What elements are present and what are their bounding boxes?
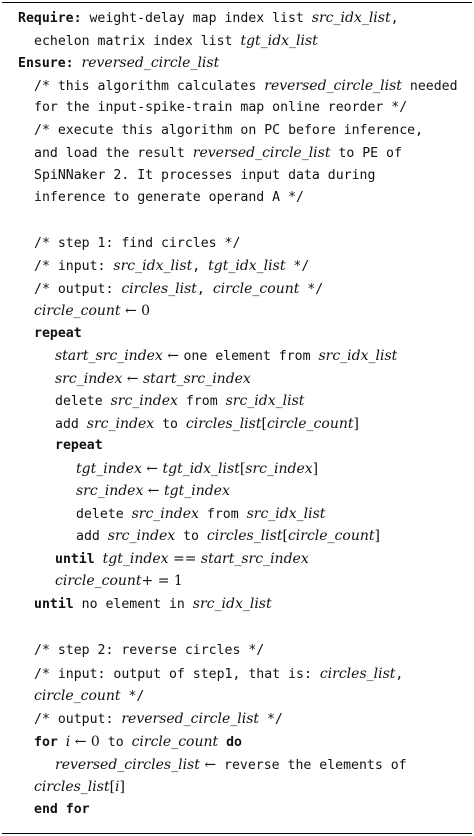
code-text: /* execute this algorithm on PC before inference, — [34, 123, 424, 138]
algorithm-line — [34, 187, 304, 209]
variable-name: start_src_index — [55, 348, 163, 364]
variable-name: src_idx_list — [311, 10, 391, 26]
algorithm-line — [76, 525, 380, 548]
algorithm-line — [34, 142, 402, 165]
code-text: ← — [162, 348, 184, 364]
code-text: to — [99, 735, 132, 750]
code-text: */ — [285, 259, 310, 274]
variable-name: circle_count — [266, 416, 354, 432]
variable-name: src_index — [86, 416, 155, 432]
variable-name: src_idx_list — [318, 348, 398, 364]
variable-name: tgt_idx_list — [162, 461, 240, 477]
code-text: [ — [261, 416, 267, 432]
code-text — [58, 735, 66, 750]
algorithm-line — [55, 390, 304, 413]
keyword: until — [55, 552, 95, 567]
variable-name: reversed_circle_list — [192, 145, 331, 161]
variable-name: src_idx_list — [225, 393, 305, 409]
code-text: inference to generate operand A */ — [34, 190, 304, 205]
variable-name: reversed_circle_list — [81, 55, 220, 71]
code-text: and load the result — [34, 146, 193, 161]
algorithm-line — [34, 640, 264, 662]
code-text: SpiNNaker 2. It processes input data during — [34, 168, 376, 183]
code-text: /* input: — [34, 259, 114, 274]
variable-name: tgt_index — [102, 551, 169, 567]
variable-name: circle_count — [212, 281, 300, 297]
algorithm-line — [34, 165, 375, 187]
code-text: ] — [353, 416, 359, 432]
algorithm-line — [55, 754, 407, 777]
algorithm-line — [34, 97, 407, 119]
code-text: ← — [122, 371, 143, 387]
code-text: from — [198, 507, 247, 522]
algorithm-line — [34, 300, 150, 323]
variable-name: start_src_index — [200, 551, 309, 567]
code-text: /* input: output of step1, that is: — [34, 667, 320, 682]
algorithm-line — [34, 278, 323, 301]
code-text: delete — [55, 394, 111, 409]
code-text — [218, 735, 226, 750]
code-text: */ — [299, 282, 324, 297]
code-text: weight-delay map index list — [81, 11, 312, 26]
algorithm-line — [76, 480, 230, 503]
code-text: ] — [374, 528, 380, 544]
algorithm-line — [55, 368, 251, 391]
code-text: ← — [141, 461, 163, 477]
code-text: reverse the elements of — [216, 758, 407, 773]
code-text: ← — [199, 757, 217, 773]
algorithm-line — [34, 731, 242, 754]
variable-name: reversed_circle_list — [264, 78, 402, 94]
code-text — [95, 552, 103, 567]
algorithm-line — [55, 548, 309, 571]
keyword: repeat — [55, 438, 103, 453]
algorithm-line — [18, 52, 219, 75]
variable-name: reversed_circle_list — [121, 711, 260, 727]
code-text: , — [192, 259, 209, 274]
variable-name: circle_count — [34, 303, 121, 319]
code-text: one element from — [183, 349, 319, 364]
variable-name: src_idx_list — [246, 506, 326, 522]
variable-name: tgt_idx_list — [240, 33, 318, 49]
code-text: delete — [76, 507, 132, 522]
algorithm-line — [34, 776, 125, 799]
code-text: ] — [119, 779, 125, 795]
keyword: for — [34, 735, 58, 750]
algorithm-line — [55, 570, 183, 593]
code-text: to PE of — [330, 146, 402, 161]
algorithm-line — [18, 7, 399, 30]
code-text: to — [175, 529, 207, 544]
code-text: , — [196, 282, 213, 297]
code-text: to — [154, 417, 186, 432]
variable-name: src_index — [76, 483, 144, 499]
variable-name: circles_list — [206, 528, 283, 544]
algorithm-line — [55, 413, 359, 436]
algorithm-line — [55, 435, 103, 457]
variable-name: circle_count — [55, 573, 142, 589]
variable-name: tgt_index — [164, 483, 230, 499]
algorithm-line — [34, 593, 272, 616]
code-text: == — [168, 551, 201, 567]
code-text: , — [390, 11, 399, 26]
algorithm-line — [34, 120, 423, 142]
keyword: Require: — [18, 11, 82, 26]
algorithm-line — [55, 345, 397, 368]
variable-name: circles_list — [185, 416, 262, 432]
variable-name: src_index — [131, 506, 199, 522]
code-text: ] — [312, 461, 319, 477]
variable-name: i — [115, 779, 120, 795]
code-text: ← — [143, 483, 164, 499]
code-text: ← 0 — [70, 734, 100, 750]
algorithm-line — [34, 75, 458, 98]
code-text: , — [395, 667, 404, 682]
algorithm-line — [76, 503, 325, 526]
variable-name: circle_count — [34, 688, 121, 704]
variable-name: src_index — [107, 528, 176, 544]
variable-name: src_idx_list — [113, 258, 193, 274]
code-text: no element in — [73, 597, 193, 612]
code-text: needed — [401, 79, 458, 94]
algorithm-line — [34, 233, 240, 255]
code-text: + = 1 — [141, 573, 183, 589]
algorithm-line — [76, 458, 318, 481]
variable-name: i — [65, 734, 71, 750]
variable-name: start_src_index — [143, 371, 251, 387]
code-text: echelon matrix index list — [34, 34, 241, 49]
code-text: [ — [239, 461, 246, 477]
variable-name: circles_list — [319, 666, 396, 682]
variable-name: circles_list — [34, 779, 110, 795]
variable-name: src_index — [110, 393, 178, 409]
variable-name: src_index — [55, 371, 123, 387]
variable-name: src_index — [245, 461, 313, 477]
code-text: */ — [259, 712, 283, 727]
variable-name: src_idx_list — [192, 596, 272, 612]
code-text: for the input-spike-train map online reorder */ — [34, 100, 408, 115]
code-text: ← 0 — [120, 303, 151, 319]
keyword: end for — [34, 802, 90, 817]
variable-name: circle_count — [287, 528, 375, 544]
code-text — [74, 56, 82, 71]
code-text: /* output: — [34, 712, 122, 727]
keyword: do — [226, 735, 242, 750]
variable-name: tgt_index — [76, 461, 142, 477]
code-text: add — [76, 529, 108, 544]
algorithm-line — [34, 685, 144, 708]
code-text: /* output: — [34, 282, 122, 297]
algorithm-line — [34, 323, 82, 345]
code-text: [ — [282, 528, 288, 544]
algorithm-line — [34, 708, 283, 731]
code-text: [ — [109, 779, 116, 795]
variable-name: tgt_idx_list — [208, 258, 286, 274]
code-text: from — [177, 394, 226, 409]
algorithm-line — [34, 30, 318, 53]
algorithm-line — [34, 255, 309, 278]
keyword: repeat — [34, 326, 82, 341]
code-text: /* this algorithm calculates — [34, 79, 265, 94]
variable-name: circles_list — [121, 281, 197, 297]
code-text: */ — [120, 689, 145, 704]
code-text: /* step 2: reverse circles */ — [34, 643, 265, 658]
variable-name: circle_count — [131, 734, 219, 750]
code-text: /* step 1: find circles */ — [34, 236, 241, 251]
variable-name: reversed_circles_list — [55, 757, 200, 773]
code-text: add — [55, 417, 87, 432]
algorithm-line — [34, 663, 403, 686]
keyword: until — [34, 597, 74, 612]
algorithm-line — [34, 799, 90, 821]
keyword: Ensure: — [18, 56, 74, 71]
